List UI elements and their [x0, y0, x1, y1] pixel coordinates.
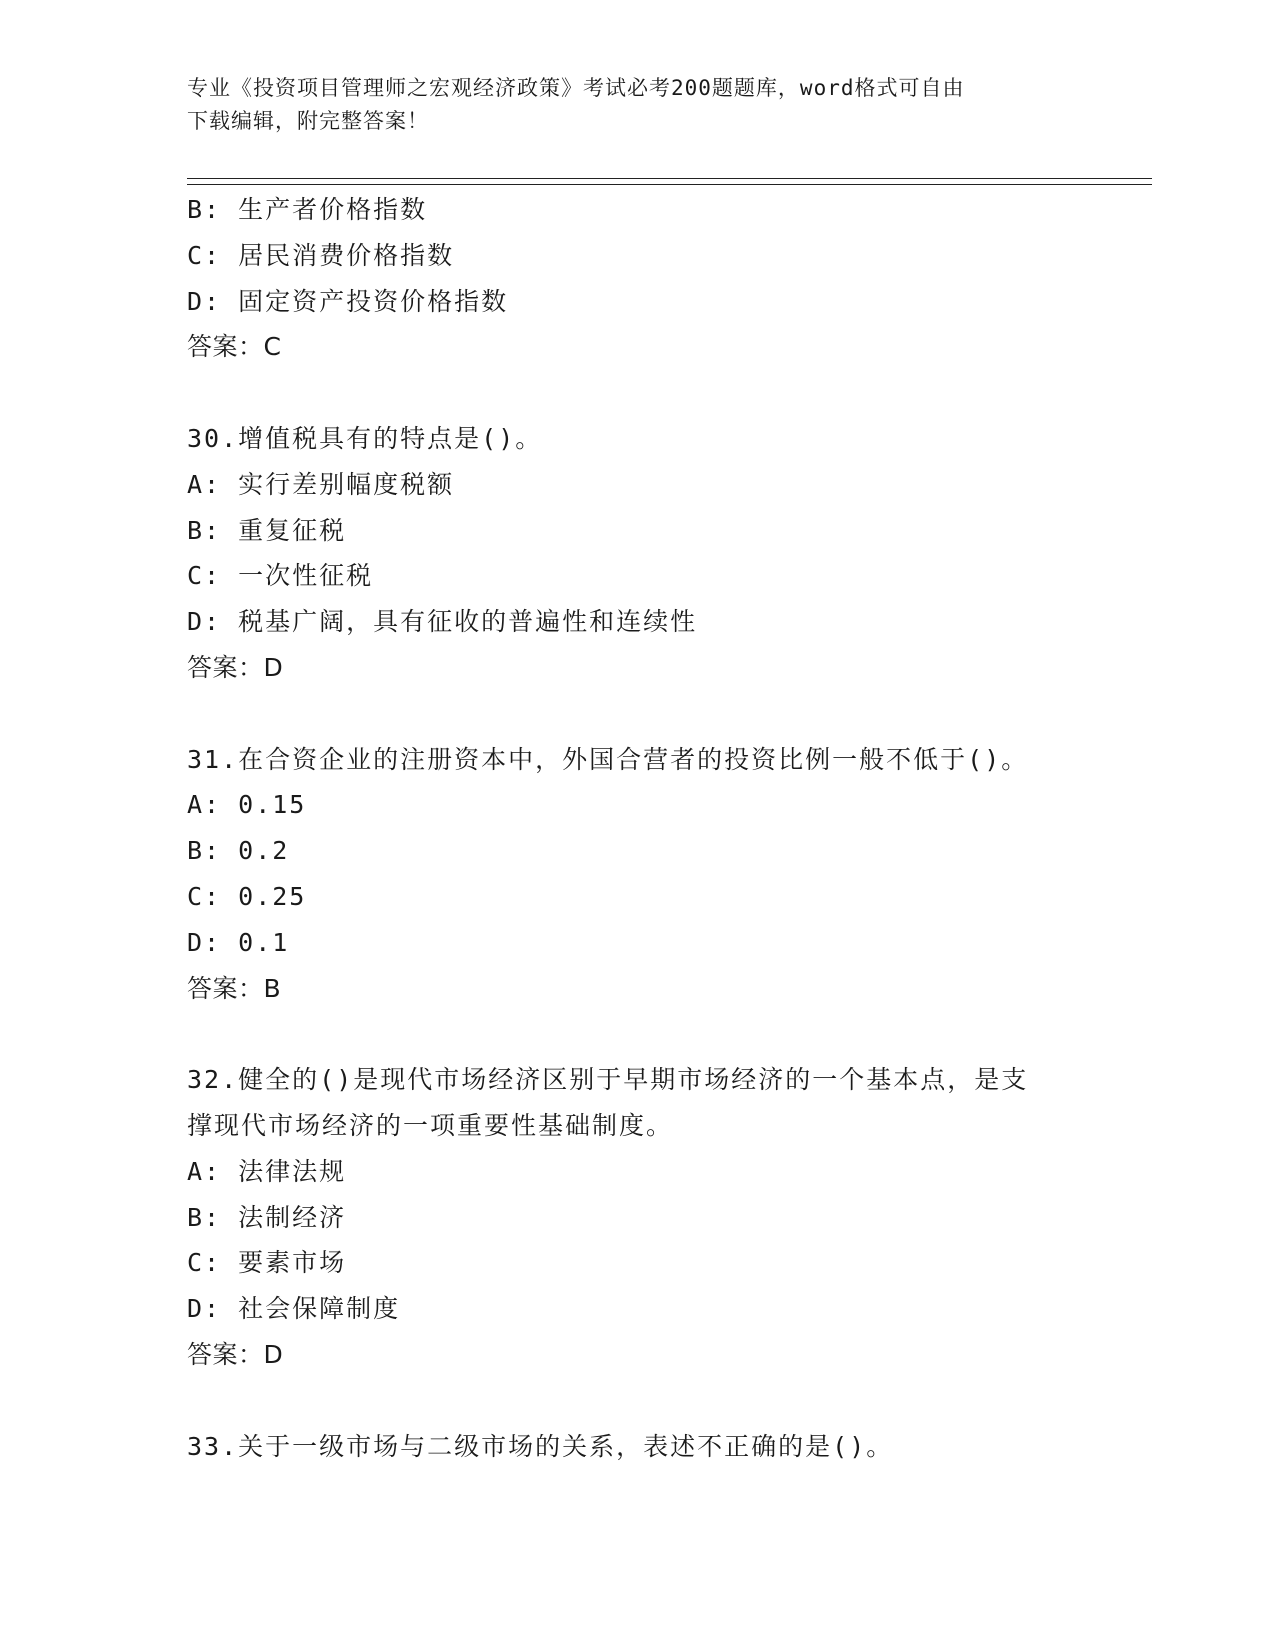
option-c: C: 0.25 [187, 881, 307, 911]
option-b: B: 法制经济 [187, 1202, 347, 1232]
header-rule-top [187, 178, 1152, 179]
question-stem: 30.增值税具有的特点是()。 [187, 423, 543, 453]
question-30 [187, 416, 1147, 691]
answer: 答案：D [187, 652, 284, 682]
question-stem-line-1: 32.健全的()是现代市场经济区别于早期市场经济的一个基本点，是支 [187, 1065, 1029, 1095]
question-33 [187, 1424, 1147, 1470]
option-d: D: 社会保障制度 [187, 1294, 401, 1324]
question-stem: 31.在合资企业的注册资本中，外国合营者的投资比例一般不低于()。 [187, 744, 1029, 774]
option-c: C: 一次性征税 [187, 561, 374, 591]
option-d: D: 固定资产投资价格指数 [187, 286, 509, 316]
answer: 答案：B [187, 973, 282, 1003]
question-31 [187, 737, 1147, 1012]
option-b: B: 生产者价格指数 [187, 195, 428, 224]
answer: 答案：D [187, 1339, 284, 1369]
option-b: B: 重复征税 [187, 515, 347, 545]
option-c: C: 居民消费价格指数 [187, 240, 455, 270]
option-a: A: 法律法规 [187, 1156, 347, 1186]
option-c: C: 要素市场 [187, 1248, 347, 1278]
header-rule-bottom [187, 184, 1152, 185]
answer: 答案：C [187, 332, 282, 362]
header-line-2: 下载编辑，附完整答案！ [187, 109, 429, 133]
option-d: D: 0.1 [187, 927, 290, 957]
option-a: A: 实行差别幅度税额 [187, 469, 455, 499]
header-line-1: 专业《投资项目管理师之宏观经济政策》考试必考200题题库，word格式可自由 [187, 76, 965, 100]
question-29-continued [187, 187, 1147, 370]
option-a: A: 0.15 [187, 790, 307, 820]
question-list [187, 187, 1147, 1469]
question-stem-line-2: 撑现代市场经济的一项重要性基础制度。 [187, 1110, 674, 1140]
document-header [187, 72, 1087, 138]
option-d: D: 税基广阔，具有征收的普遍性和连续性 [187, 607, 698, 637]
question-stem: 33.关于一级市场与二级市场的关系，表述不正确的是()。 [187, 1431, 894, 1461]
question-32 [187, 1057, 1147, 1378]
option-b: B: 0.2 [187, 836, 290, 866]
